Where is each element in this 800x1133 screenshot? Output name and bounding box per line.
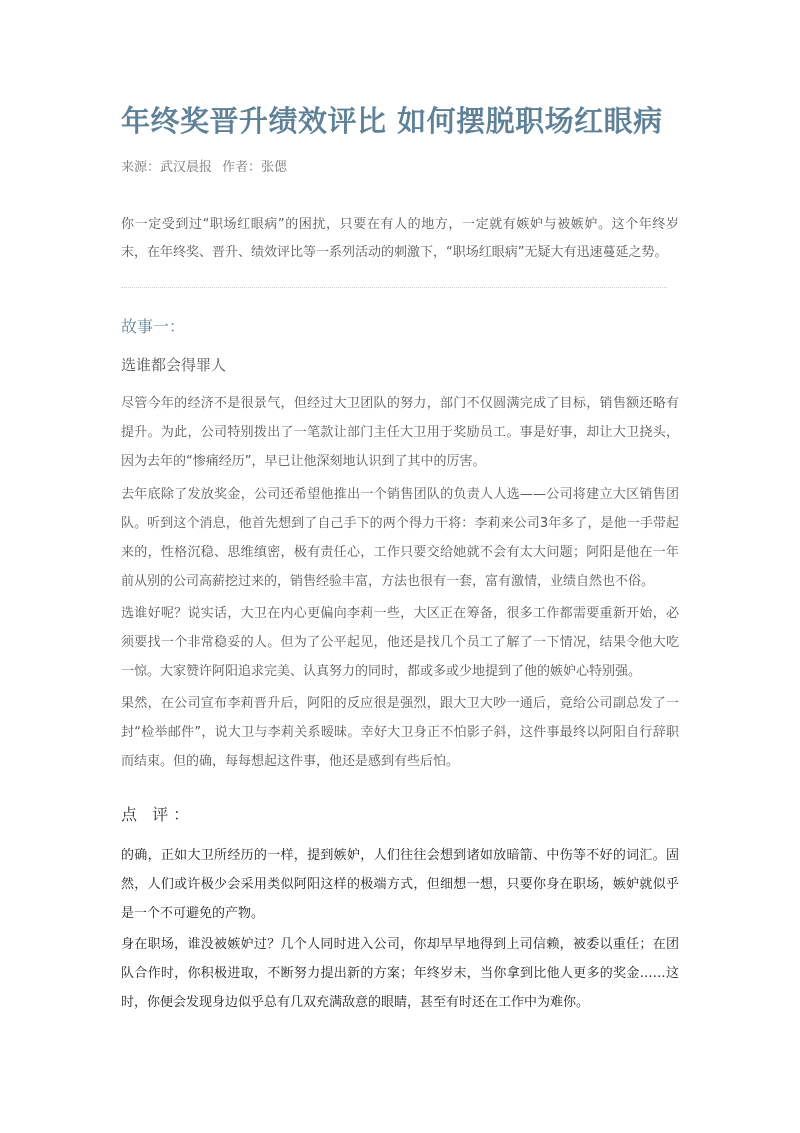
commentary-heading: 点 评： [121, 805, 195, 824]
section-divider [121, 287, 667, 288]
article-meta [121, 157, 293, 179]
story-paragraph: 选谁好呢？说实话，大卫在内心更偏向李莉一些，大区正在筹备，很多工作都需要重新开始，必须要找一个非常稳妥的人。但为了公平起见，他还是找几个员工了解了一下情况，结果令他大吃一惊。大家赞许阿阳追求完美、认真努力的同时，都或多或少地提到了他的嫉妒心特别强。 [121, 606, 679, 679]
commentary-paragraph: 的确，正如大卫所经历的一样，提到嫉妒，人们往往会想到诸如放暗箭、中伤等不好的词汇。固然，人们或许极少会采用类似阿阳这样的极端方式，但细想一想，只要你身在职场，嫉妒就似乎是一个不可避免的产物。 [121, 848, 679, 921]
commentary-paragraph: 身在职场，谁没被嫉妒过？几个人同时进入公司，你却早早地得到上司信赖，被委以重任；在团队合作时，你积极进取，不断努力提出新的方案；年终岁末，当你拿到比他人更多的奖金……这时，你便会发现身边似乎总有几双充满敌意的眼睛，甚至有时还在工作中为难你。 [121, 937, 679, 1010]
story-heading: 故事一： [121, 317, 186, 336]
article-author: 作者：张偲 [222, 160, 288, 175]
article-source: 来源：武汉晨报 [121, 160, 213, 175]
story-paragraph: 果然，在公司宣布李莉晋升后，阿阳的反应很是强烈，跟大卫大吵一通后，竟给公司副总发了一封“检举邮件”，说大卫与李莉关系暧昧。幸好大卫身正不怕影子斜，这件事最终以阿阳自行辞职而结束。但的确，每每想起这件事，他还是感到有些后怕。 [121, 696, 679, 769]
story-subheading: 选谁都会得罪人 [121, 356, 227, 374]
article-intro: 你一定受到过“职场红眼病”的困扰，只要在有人的地方，一定就有嫉妒与被嫉妒。这个年终岁末，在年终奖、晋升、绩效评比等一系列活动的刺激下，“职场红眼病”无疑大有迅速蔓延之势。 [121, 217, 679, 260]
story-paragraph: 尽管今年的经济不是很景气，但经过大卫团队的努力，部门不仅圆满完成了目标，销售额还略有提升。为此，公司特别拨出了一笔款让部门主任大卫用于奖励员工。事是好事，却让大卫挠头，因为去年的“惨痛经历”，早已让他深刻地认识到了其中的厉害。 [121, 396, 679, 469]
story-paragraph: 去年底除了发放奖金，公司还希望他推出一个销售团队的负责人人选——公司将建立大区销售团队。听到这个消息，他首先想到了自己手下的两个得力干将：李莉来公司3年多了，是他一手带起来的，性格沉稳、思维缜密，极有责任心，工作只要交给她就不会有太大问题；阿阳是他在一年前从别的公司高薪挖过来的，销售经验丰富，方法也很有一套，富有激情，业绩自然也不俗。 [121, 487, 679, 589]
article-title: 年终奖晋升绩效评比 如何摆脱职场红眼病 [121, 104, 663, 138]
